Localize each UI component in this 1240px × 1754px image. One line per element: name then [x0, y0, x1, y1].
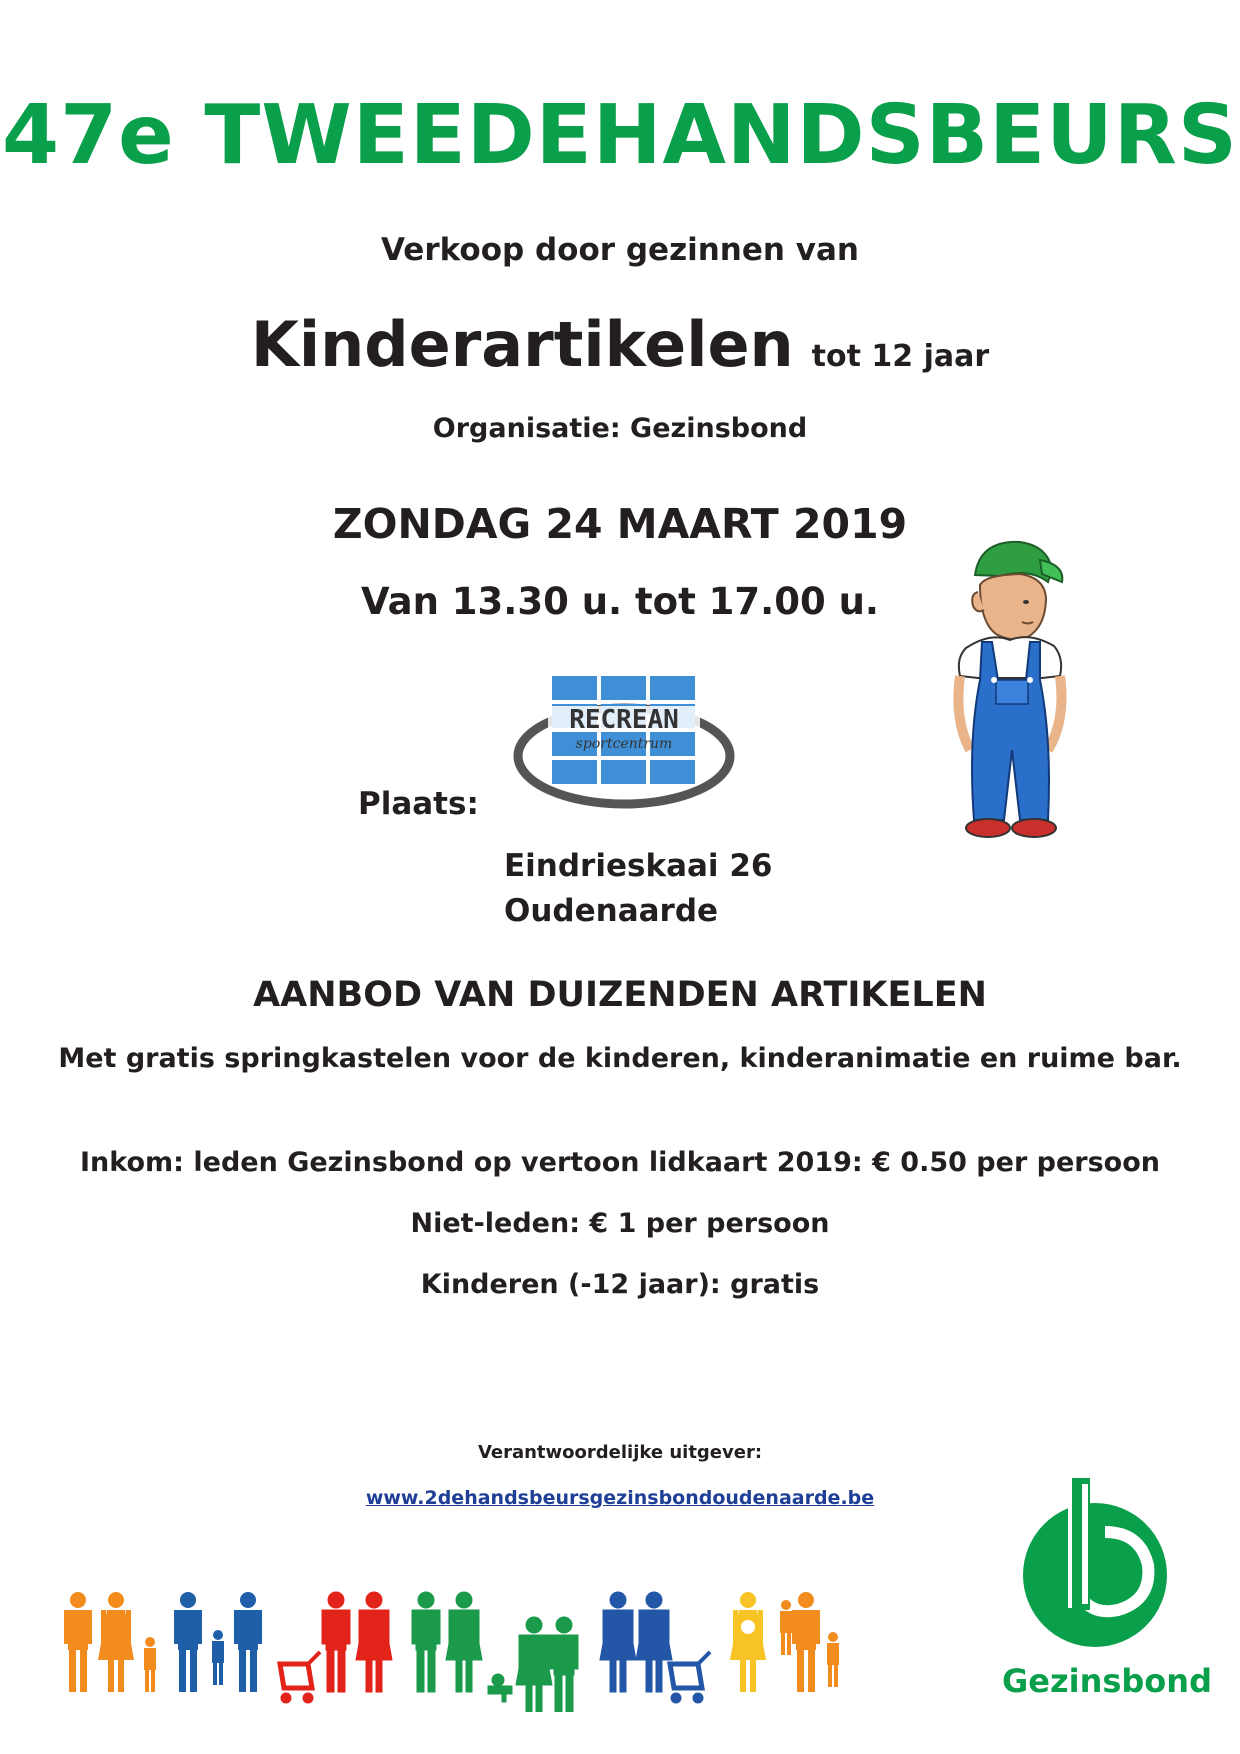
- extras-text: Met gratis springkastelen voor de kinderen, kinderanimatie en ruime bar.: [58, 1043, 1182, 1074]
- headline-age: tot 12 jaar: [811, 339, 990, 374]
- price-non-members: Niet-leden: € 1 per persoon: [410, 1208, 830, 1239]
- recrean-logo-sub: sportcentrum: [575, 736, 673, 752]
- publisher-label: Verantwoordelijke uitgever:: [477, 1442, 763, 1463]
- gezinsbond-logo: [1010, 1470, 1180, 1660]
- gezinsbond-brand: Gezinsbond: [1002, 1662, 1212, 1700]
- recrean-logo-text: RECREAN: [569, 705, 679, 735]
- event-time: Van 13.30 u. tot 17.00 u.: [361, 580, 879, 623]
- price-members: Inkom: leden Gezinsbond op vertoon lidkaart 2019: € 0.50 per persoon: [80, 1147, 1160, 1178]
- family-figures: [58, 1582, 958, 1712]
- venue-label: Plaats:: [358, 786, 479, 822]
- boy-illustration: [930, 530, 1080, 850]
- venue-street: Eindrieskaai 26: [504, 848, 773, 884]
- poster-title: 47e TWEEDEHANDSBEURS: [2, 88, 1238, 183]
- website-link[interactable]: www.2dehandsbeursgezinsbondoudenaarde.be: [365, 1487, 875, 1509]
- subtitle: Verkoop door gezinnen van: [381, 232, 859, 268]
- offer-heading: AANBOD VAN DUIZENDEN ARTIKELEN: [253, 975, 987, 1015]
- headline: [0, 308, 1240, 381]
- event-date: ZONDAG 24 MAART 2019: [332, 500, 908, 548]
- recrean-logo: [512, 668, 742, 814]
- venue-city: Oudenaarde: [504, 893, 719, 929]
- organisatie: Organisatie: Gezinsbond: [432, 413, 808, 444]
- headline-main: Kinderartikelen: [250, 308, 794, 381]
- price-children: Kinderen (-12 jaar): gratis: [420, 1269, 820, 1300]
